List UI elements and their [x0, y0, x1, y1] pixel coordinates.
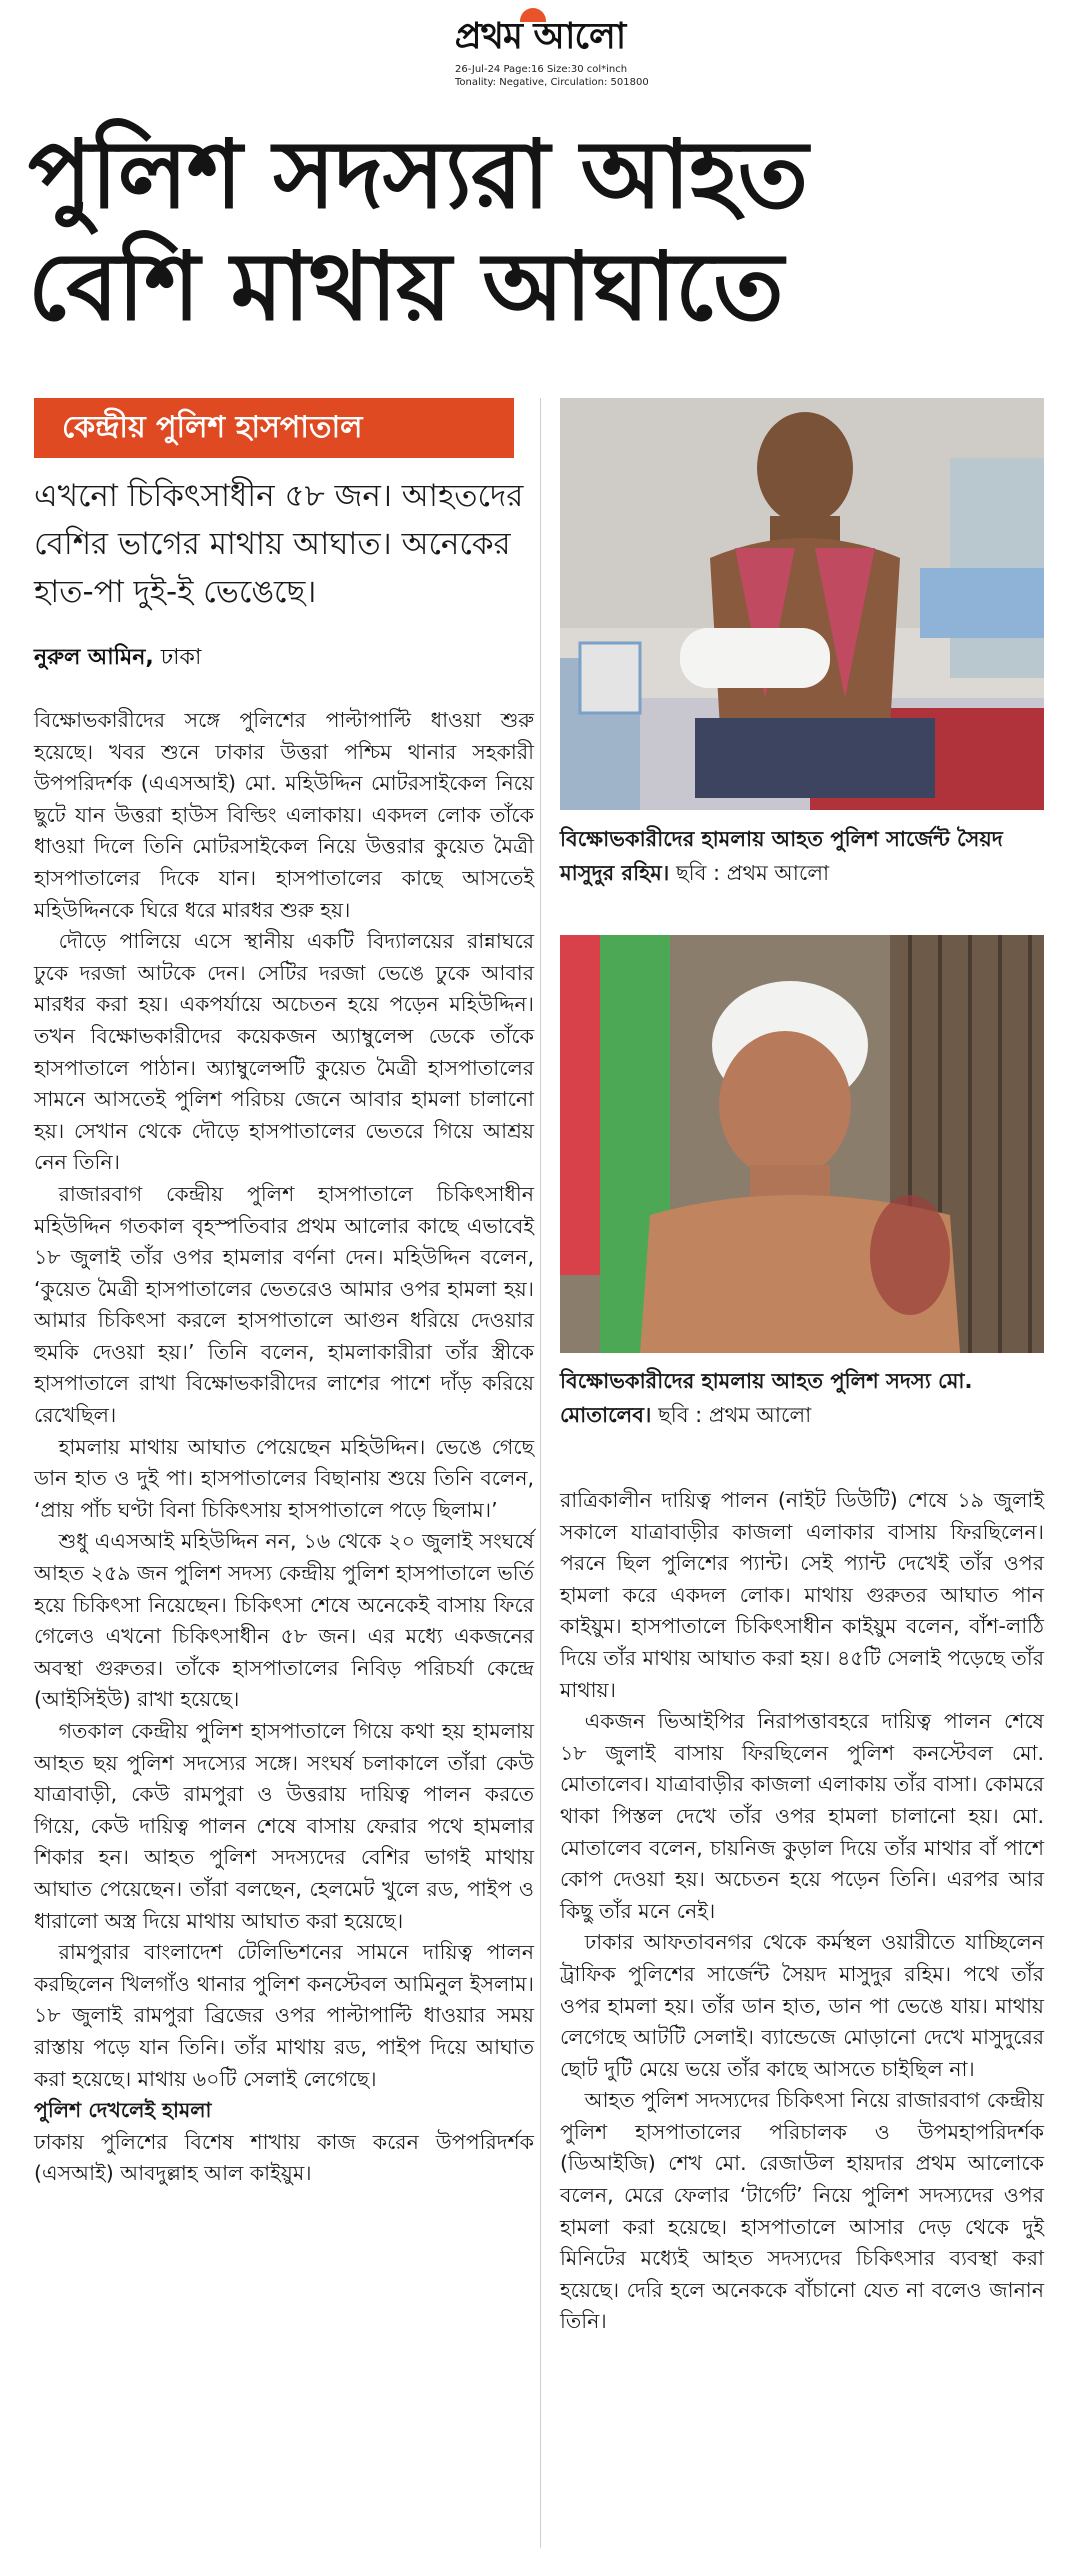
- paragraph: রাত্রিকালীন দায়িত্ব পালন (নাইট ডিউটি) শেষে ১৯ জুলাই সকালে যাত্রাবাড়ীর কাজলা এলাকার বাসায় ফিরছিলেন। পরনে ছিল পুলিশের প্যান্ট। সেই প্যান্ট দেখেই তাঁর ওপর হামলা করে একদল লোক। মাথায় গুরুতর আঘাত পান কাইয়ুম। হাসপাতালে চিকিৎসাধীন কাইয়ুম বলেন, বাঁশ-লাঠি দিয়ে তাঁর মাথায় আঘাত করা হয়। ৪৫টি সেলাই পড়েছে তাঁর মাথায়।: [560, 1488, 1044, 1702]
- section-kicker: কেন্দ্রীয় পুলিশ হাসপাতাল: [34, 398, 514, 458]
- photo-illustration: [560, 398, 1044, 810]
- subhead: পুলিশ দেখলেই হামলা: [34, 2098, 212, 2123]
- paragraph: রামপুরার বাংলাদেশ টেলিভিশনের সামনে দায়িত্ব পালন করছিলেন খিলগাঁও থানার পুলিশ কনস্টেবল আমিনুল ইসলাম। ১৮ জুলাই রামপুরা ব্রিজের ওপর পাল্টাপাল্টি ধাওয়ার সময় রাস্তায় পড়ে যান তিনি। তাঁর মাথায় রড, পাইপ দিয়ে আঘাত করা হয়েছে। মাথায় ৬০টি সেলাই লেগেছে।: [34, 1940, 534, 2091]
- headline-line2: বেশি মাথায় আঘাতে: [28, 233, 783, 342]
- caption-text: বিক্ষোভকারীদের হামলায় আহত পুলিশ সদস্য মো. মোতালেব।: [560, 1369, 973, 1427]
- byline-city: ঢাকা: [153, 645, 202, 670]
- caption-credit: ছবি : প্রথম আলো: [651, 1403, 812, 1427]
- photo-injured-constable: [560, 935, 1044, 1353]
- paragraph: শুধু এএসআই মহিউদ্দিন নন, ১৬ থেকে ২০ জুলাই সংঘর্ষে আহত ২৫৯ জন পুলিশ সদস্য কেন্দ্রীয় পুলিশ হাসপাতালে ভর্তি হয়ে চিকিৎসা নিয়েছেন। চিকিৎসা শেষে অনেকেই বাসায় ফিরে গেলেও এখনো চিকিৎসাধীন ৫৮ জন। এর মধ্যে একজনের অবস্থা গুরুতর। তাঁকে হাসপাতালের নিবিড় পরিচর্যা কেন্দ্রে (আইসিইউ) রাখা হয়েছে।: [34, 1529, 534, 1712]
- paragraph: হামলায় মাথায় আঘাত পেয়েছেন মহিউদ্দিন। ভেঙে গেছে ডান হাত ও দুই পা। হাসপাতালের বিছানায় শুয়ে তিনি বলেন, ‘প্রায় পাঁচ ঘণ্টা বিনা চিকিৎসায় হাসপাতালে পড়ে ছিলাম।’: [34, 1434, 534, 1522]
- caption-text: বিক্ষোভকারীদের হামলায় আহত পুলিশ সার্জেন্ট সৈয়দ মাসুদুর রহিম।: [560, 827, 1003, 885]
- clipping-meta-line2: Tonality: Negative, Circulation: 501800: [455, 77, 649, 88]
- paragraph: দৌড়ে পালিয়ে এসে স্থানীয় একটি বিদ্যালয়ের রান্নাঘরে ঢুকে দরজা আটকে দেন। সেটির দরজা ভেঙে ঢুকে আবার মারধর করা হয়। একপর্যায়ে অচেতন হয়ে পড়েন মহিউদ্দিন। তখন বিক্ষোভকারীদের কয়েকজন অ্যাম্বুলেন্স ডেকে তাঁকে হাসপাতালে পাঠান। অ্যাম্বুলেন্সটি কুয়েত মৈত্রী হাসপাতালের সামনে আসতেই পুলিশ পরিচয় জেনে আবার হামলা চালানো হয়। সেখান থেকে দৌড়ে হাসপাতালের ভেতরে গিয়ে আশ্রয় নেন তিনি।: [34, 929, 534, 1175]
- paragraph: আহত পুলিশ সদস্যদের চিকিৎসা নিয়ে রাজারবাগ কেন্দ্রীয় পুলিশ হাসপাতালের পরিচালক ও উপমহাপরিদর্শক (ডিআইজি) শেখ মো. রেজাউল হায়দার প্রথম আলোকে বলেন, মেরে ফেলার ‘টার্গেট’ নিয়ে পুলিশ সদস্যদের ওপর হামলা করা হয়েছে। হাসপাতালে আসার দেড় থেকে দুই মিনিটের মধ্যেই আহত সদস্যদের চিকিৎসার ব্যবস্থা করা হয়েছে। দেরি হলে অনেককে বাঁচানো যেত না বলেও জানান তিনি।: [560, 2088, 1044, 2334]
- newspaper-logo: প্রথম আলো: [454, 16, 626, 57]
- photo-caption-1: [560, 822, 1044, 890]
- clipping-meta-line1: 26-Jul-24 Page:16 Size:30 col*inch: [455, 64, 628, 75]
- standfirst: এখনো চিকিৎসাধীন ৫৮ জন। আহতদের বেশির ভাগের মাথায় আঘাত। অনেকের হাত-পা দুই-ই ভেঙেছে।: [34, 478, 524, 610]
- photo-injured-sergeant: [560, 398, 1044, 810]
- photo-caption-2: [560, 1364, 1044, 1432]
- article-left-column: [34, 705, 534, 2190]
- byline: [34, 640, 201, 677]
- paragraph: ঢাকায় পুলিশের বিশেষ শাখায় কাজ করেন উপপরিদর্শক (এসআই) আবদুল্লাহ আল কাইয়ুম।: [34, 2129, 534, 2186]
- byline-name: নুরুল আমিন,: [34, 645, 154, 670]
- caption-credit: ছবি : প্রথম আলো: [669, 861, 830, 885]
- photo-illustration: [560, 935, 1044, 1353]
- paragraph: বিক্ষোভকারীদের সঙ্গে পুলিশের পাল্টাপাল্টি ধাওয়া শুরু হয়েছে। খবর শুনে ঢাকার উত্তরা পশ্চিম থানার সহকারী উপপরিদর্শক (এএসআই) মো. মহিউদ্দিন মোটরসাইকেল নিয়ে ছুটে যান উত্তরা হাউস বিল্ডিং এলাকায়। একদল লোক তাঁকে ধাওয়া দিলে তিনি মোটরসাইকেল নিয়ে উত্তরার কুয়েত মৈত্রী হাসপাতালের দিকে যান। হাসপাতালের কাছে আসতেই মহিউদ্দিনকে ঘিরে ধরে মারধর শুরু হয়।: [34, 708, 534, 922]
- article-right-column: [560, 1485, 1044, 2338]
- paragraph: ঢাকার আফতাবনগর থেকে কর্মস্থল ওয়ারীতে যাচ্ছিলেন ট্রাফিক পুলিশের সার্জেন্ট সৈয়দ মাসুদুর রহিম। পথে তাঁর ওপর হামলা হয়। তাঁর ডান হাত, ডান পা ভেঙে যায়। মাথায় লেগেছে আটটি সেলাই। ব্যান্ডেজে মোড়ানো দেখে মাসুদুরের ছোট দুটি মেয়ে ভয়ে তাঁর কাছে আসতে চাইছিল না।: [560, 1930, 1044, 2081]
- paragraph: রাজারবাগ কেন্দ্রীয় পুলিশ হাসপাতালে চিকিৎসাধীন মহিউদ্দিন গতকাল বৃহস্পতিবার প্রথম আলোর কাছে এভাবেই ১৮ জুলাই তাঁর ওপর হামলার বর্ণনা দেন। মহিউদ্দিন বলেন, ‘কুয়েত মৈত্রী হাসপাতালের ভেতরেও আমার ওপর হামলা হয়। আমার চিকিৎসা করলে হাসপাতালে আগুন ধরিয়ে দেওয়ার হুমকি দেওয়া হয়।’ তিনি বলেন, হামলাকারীরা তাঁর স্ত্রীকে হাসপাতালে রাখা বিক্ষোভকারীদের লাশের পাশে দাঁড় করিয়ে রেখেছিল।: [34, 1181, 534, 1428]
- paragraph: একজন ভিআইপির নিরাপত্তাবহরে দায়িত্ব পালন শেষে ১৮ জুলাই বাসায় ফিরছিলেন পুলিশ কনস্টেবল মো. মোতালেব। যাত্রাবাড়ীর কাজলা এলাকায় তাঁর বাসা। কোমরে থাকা পিস্তল দেখে তাঁর ওপর হামলা চালানো হয়। মো. মোতালেব বলেন, চায়নিজ কুড়াল দিয়ে তাঁর মাথার বাঁ পাশে কোপ দেওয়া হয়। অচেতন হয়ে পড়েন তিনি। এরপর আর কিছু তাঁর মনে নেই।: [560, 1709, 1044, 1923]
- paragraph: গতকাল কেন্দ্রীয় পুলিশ হাসপাতালে গিয়ে কথা হয় হামলায় আহত ছয় পুলিশ সদস্যের সঙ্গে। সংঘর্ষ চলাকালে তাঁরা কেউ যাত্রাবাড়ী, কেউ রামপুরা ও উত্তরায় দায়িত্ব পালন করতে গিয়ে, কেউ দায়িত্ব পালন শেষে বাসায় ফেরার পথে হামলার শিকার হন। আহত পুলিশ সদস্যদের বেশির ভাগই মাথায় আঘাত পেয়েছেন। তাঁরা বলছেন, হেলমেট খুলে রড, পাইপ ও ধারালো অস্ত্র দিয়ে মাথায় আঘাত করা হয়েছে।: [34, 1719, 534, 1933]
- headline-line1: পুলিশ সদস্যরা আহত: [28, 121, 808, 230]
- column-divider: [540, 398, 541, 2548]
